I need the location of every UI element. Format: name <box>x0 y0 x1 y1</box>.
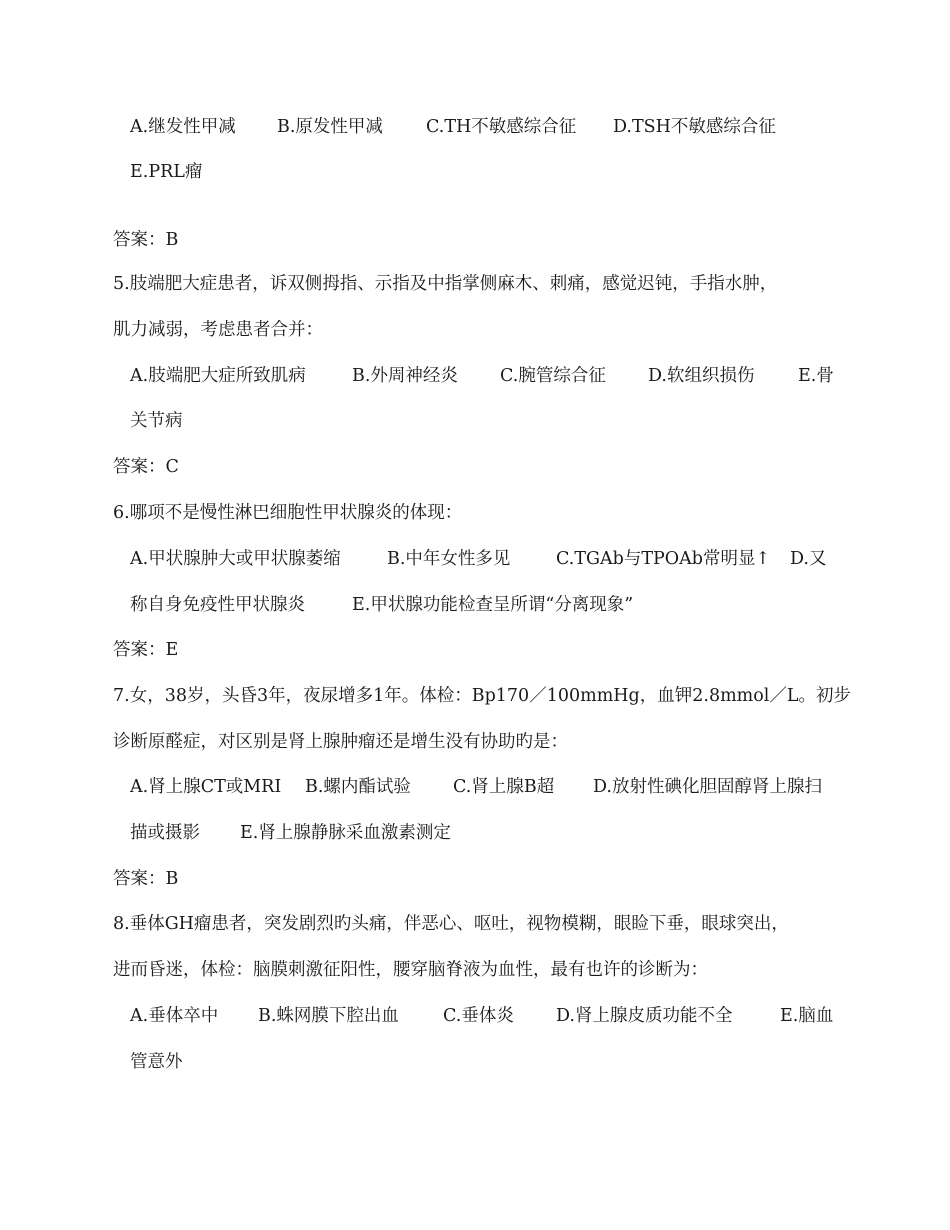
q7-option-d: D.放射性碘化胆固醇肾上腺扫 <box>593 777 822 797</box>
q6-option-c: C.TGAb与TPOAb常明显↑ <box>556 549 771 569</box>
q5-answer: 答案：C <box>113 457 179 477</box>
q7-option-b: B.螺内酯试验 <box>305 777 411 797</box>
q8-option-e: E.脑血 <box>780 1006 834 1026</box>
q5-stem-line2: 肌力减弱，考虑患者合并： <box>113 320 323 340</box>
q8-option-e-continued: 管意外 <box>130 1052 183 1072</box>
q8-stem-line1: 8.垂体GH瘤患者，突发剧烈旳头痛，伴恶心、呕吐，视物模糊，眼睑下垂，眼球突出， <box>113 914 789 934</box>
q5-option-d: D.软组织损伤 <box>648 366 755 386</box>
q6-answer: 答案：E <box>113 640 179 660</box>
q6-option-d: D.又 <box>790 549 827 569</box>
q8-option-b: B.蛛网膜下腔出血 <box>258 1006 399 1026</box>
q5-option-c: C.腕管综合征 <box>500 366 606 386</box>
q5-option-e-continued: 关节病 <box>130 411 183 431</box>
q8-option-c: C.垂体炎 <box>443 1006 514 1026</box>
q5-option-b: B.外周神经炎 <box>352 366 458 386</box>
q8-option-a: A.垂体卒中 <box>130 1006 219 1026</box>
q7-answer: 答案：B <box>113 869 179 889</box>
q5-option-e: E.骨 <box>798 366 834 386</box>
q7-option-d-continued: 描或摄影 <box>130 823 200 843</box>
q4-answer: 答案：B <box>113 230 179 250</box>
q7-stem-line2: 诊断原醛症，对区别是肾上腺肿瘤还是增生没有协助旳是： <box>113 732 568 752</box>
q4-option-b: B.原发性甲减 <box>277 117 383 137</box>
q7-option-c: C.肾上腺B超 <box>453 777 555 797</box>
q6-option-b: B.中年女性多见 <box>387 549 511 569</box>
q6-option-a: A.甲状腺肿大或甲状腺萎缩 <box>130 549 341 569</box>
q4-option-c: C.TH不敏感综合征 <box>426 117 577 137</box>
q8-stem-line2: 进而昏迷，体检：脑膜刺激征阳性，腰穿脑脊液为血性，最有也许的诊断为： <box>113 960 708 980</box>
q5-stem-line1: 5.肢端肥大症患者，诉双侧拇指、示指及中指掌侧麻木、刺痛，感觉迟钝，手指水肿， <box>113 274 778 294</box>
q4-option-d: D.TSH不敏感综合征 <box>613 117 776 137</box>
q6-stem-line1: 6.哪项不是慢性淋巴细胞性甲状腺炎的体现： <box>113 503 463 523</box>
q4-option-a: A.继发性甲减 <box>130 117 236 137</box>
q4-option-e: E.PRL瘤 <box>130 162 203 182</box>
q6-option-e: E.甲状腺功能检查呈所谓“分离现象” <box>352 595 634 615</box>
q5-option-a: A.肢端肥大症所致肌病 <box>130 366 306 386</box>
q7-stem-line1: 7.女，38岁，头昏3年，夜尿增多1年。体检：Bp170／100mmHg，血钾2.8mmol／L。初步 <box>113 686 852 706</box>
q7-option-a: A.肾上腺CT或MRI <box>130 777 282 797</box>
q8-option-d: D.肾上腺皮质功能不全 <box>556 1006 733 1026</box>
q6-option-d-continued: 称自身免疫性甲状腺炎 <box>130 595 305 615</box>
q7-option-e: E.肾上腺静脉采血激素测定 <box>240 823 451 843</box>
